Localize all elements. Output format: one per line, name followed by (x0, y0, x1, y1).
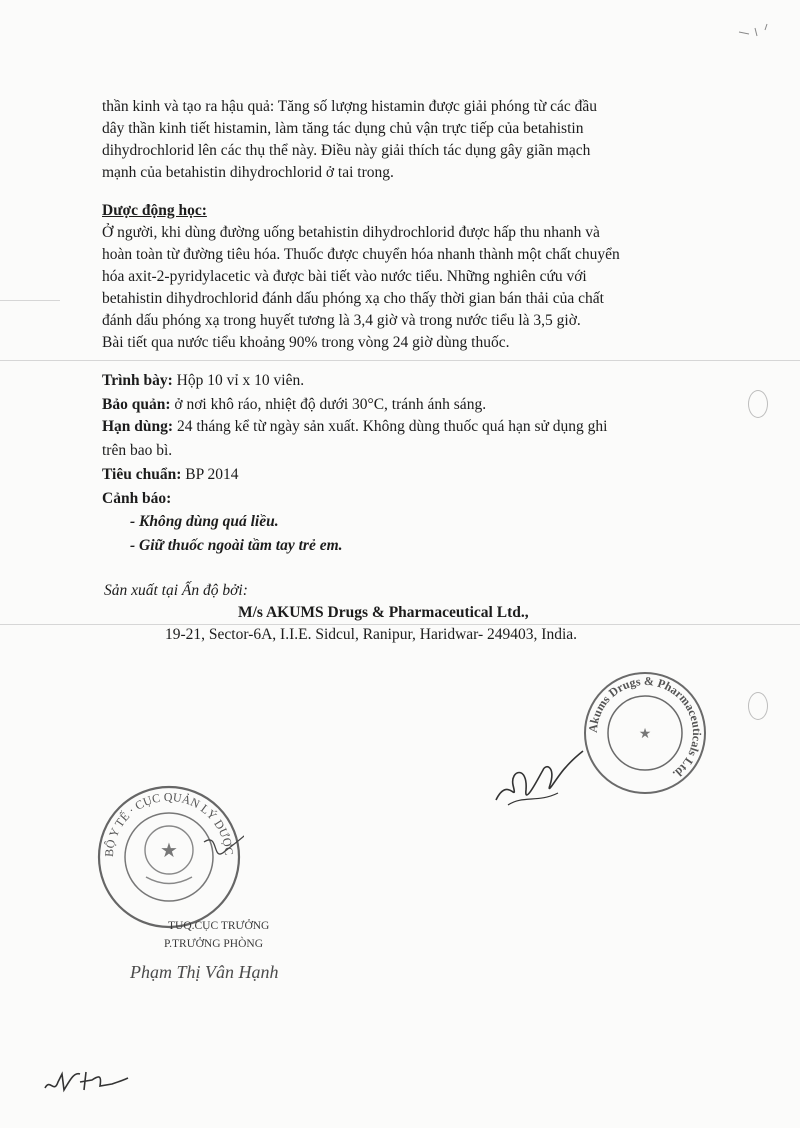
company-address: 19-21, Sector-6A, I.I.E. Sidcul, Ranipur, Haridwar- 249403, India. (165, 626, 577, 643)
expiry-line (102, 416, 607, 438)
made-in-label: Sản xuất tại Ấn độ bởi: (104, 582, 248, 599)
seal-ring-text: BỘ Y TẾ · CỤC QUẢN LÝ DƯỢC (101, 789, 237, 858)
stamp-ring-text: Akums Drugs & Pharmaceuticals Ltd. (585, 673, 705, 782)
text-line: dây thần kinh tiết histamin, làm tăng tác dụng chủ vận trực tiếp của betahistin (102, 120, 584, 137)
scan-line (0, 300, 60, 301)
handwritten-mark (40, 1060, 130, 1100)
text-line: hoàn toàn từ đường tiêu hóa. Thuốc được chuyển hóa nhanh thành một chất chuyển (102, 246, 620, 263)
punch-hole (748, 692, 768, 720)
standard-label: Tiêu chuẩn: (102, 466, 182, 483)
text-line: Ở người, khi dùng đường uống betahistin dihydrochlorid được hấp thu nhanh và (102, 224, 600, 241)
text-line: betahistin dihydrochlorid đánh dấu phóng xạ cho thấy thời gian bán thải của chất (102, 290, 604, 307)
signature-title-2: P.TRƯỞNG PHÒNG (164, 938, 264, 950)
standard-value: BP 2014 (181, 466, 239, 483)
svg-text:★: ★ (638, 727, 652, 742)
storage-label: Bảo quản: (102, 396, 171, 413)
warning-label: Cảnh báo: (102, 490, 172, 507)
expiry-value: 24 tháng kể từ ngày sản xuất. Không dùng thuốc quá hạn sử dụng ghi (173, 418, 608, 435)
presentation-label: Trình bày: (102, 372, 173, 389)
section-heading: Dược động học: (102, 202, 207, 219)
scan-specks (735, 20, 785, 50)
official-name: Phạm Thị Vân Hạnh (130, 962, 279, 982)
warning-item: - Giữ thuốc ngoài tầm tay trẻ em. (130, 537, 343, 554)
manufacturer-signature (488, 745, 588, 820)
text-line: mạnh của betahistin dihydrochlorid ở tai trong. (102, 164, 394, 181)
expiry-line-cont: trên bao bì. (102, 442, 173, 459)
standard-line (102, 464, 239, 486)
storage-value: ở nơi khô ráo, nhiệt độ dưới 30°C, tránh ánh sáng. (170, 396, 487, 413)
text-line: hóa axit-2-pyridylacetic và được bài tiết vào nước tiểu. Những nghiên cứu với (102, 268, 587, 285)
pharmacokinetics-section (102, 200, 712, 354)
warning-item: - Không dùng quá liều. (130, 513, 279, 530)
company-stamp (580, 668, 710, 798)
svg-text:★: ★ (160, 840, 178, 862)
presentation-line (102, 370, 304, 392)
signature-title-1: TUQ.CỤC TRƯỞNG (168, 920, 270, 932)
text-line: thần kinh và tạo ra hậu quả: Tăng số lượng histamin được giải phóng từ các đầu (102, 98, 598, 115)
storage-line (102, 394, 486, 416)
scan-line (0, 360, 800, 361)
punch-hole (748, 390, 768, 418)
text-line: dihydrochlorid lên các thụ thể này. Điều này giải thích tác dụng gây giãn mạch (102, 142, 591, 159)
presentation-value: Hộp 10 vỉ x 10 viên. (172, 372, 305, 389)
intro-paragraph (102, 96, 712, 184)
scan-line (0, 624, 800, 625)
company-name: M/s AKUMS Drugs & Pharmaceutical Ltd., (238, 604, 529, 621)
ministry-seal (94, 782, 244, 932)
text-line: Bài tiết qua nước tiểu khoảng 90% trong vòng 24 giờ dùng thuốc. (102, 334, 510, 351)
text-line: đánh dấu phóng xạ trong huyết tương là 3,4 giờ và trong nước tiểu là 3,5 giờ. (102, 312, 581, 329)
expiry-label: Hạn dùng: (102, 418, 174, 435)
